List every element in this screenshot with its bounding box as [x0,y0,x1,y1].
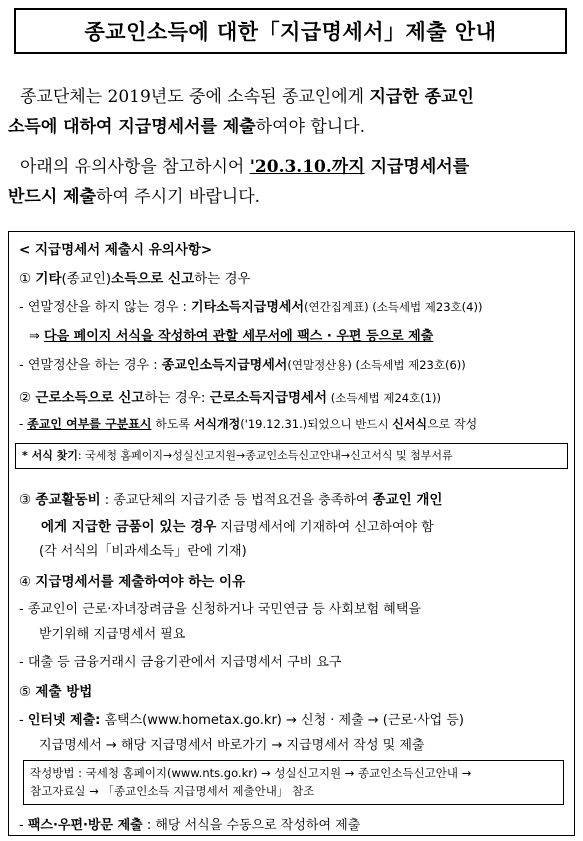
line-text: 지급명세서에 기재하여 신고하여야 함 [216,520,434,535]
line-bold: 에게 지급한 금품이 있는 경우 [41,519,217,535]
section-4-line-2: 받기위해 지급명세서 필요 [39,627,186,642]
line-bold: 팩스·우편·방문 제출 [27,818,143,833]
section-3-line-3: (각 서식의「비과세소득」란에 기재) [39,544,247,559]
circle-number-5: ⑤ [19,684,36,700]
section-2-heading [19,386,441,406]
intro-emphasis: 반드시 제출 [8,187,97,207]
line-text: ('19.12.31.)되었으니 반드시 [240,417,393,431]
section-5-line-1 [19,709,464,728]
heading-text: 기타 [35,271,62,287]
intro-emphasis: 소득에 대하여 지급명세서를 제출 [8,117,256,137]
line-bold: 종교인 여부를 구분표시 [27,417,152,431]
intro-paragraph-1 [8,82,578,142]
section-5-line-2: 지급명세서 → 해당 지급명세서 바로가기 → 지급명세서 작성 및 제출 [39,738,425,753]
note-text: : 국세청 홈페이지→성실신고지원→종교인소득신고안내→신고서식 및 첨부서류 [77,449,453,462]
line-text: (연말정산용) (소득세법 제23호(6)) [287,358,466,372]
heading-text: 소득으로 신고 [111,271,195,287]
line-text: : 종교단체의 지급기준 등 법적요건을 충족하여 [100,493,373,508]
intro-text: 하여야 합니다. [255,117,366,137]
page-title: 종교인소득에 대한「지급명세서」제출 안내 [14,8,567,54]
circle-number-4: ④ [19,574,36,590]
heading-text: 지급명세서를 제출하여야 하는 이유 [35,574,246,590]
heading-text: 하는 경우: [144,390,210,406]
line-bold: 서식개정 [193,417,241,431]
line-bold: 종교인 개인 [372,492,443,508]
section-1-line-1 [19,296,482,315]
line-bold: 인터넷 제출: [27,713,101,728]
line-text: - [19,713,28,728]
section-1-line-2 [29,325,433,344]
circle-number-3: ③ [19,492,36,508]
heading-text: 근로소득지급명세서 [209,390,328,406]
note-text: 작성방법 : 국세청 홈페이지(www.nts.go.kr) → 성실신고지원 → 종교인소득신고안내 → [30,766,472,780]
section-1-heading [19,267,251,287]
deadline-date: '20.3.10.까지 [249,157,365,177]
line-text: - 연말정산을 하는 경우 : [19,358,162,373]
line-text: 으로 작성 [427,417,478,431]
section-4-line-1: - 종교인이 근로·자녀장려금을 신청하거나 국민연금 등 사회보험 혜택을 [19,602,421,617]
heading-text: 근로소득으로 신고 [35,390,145,406]
section-3-line-1 [19,488,442,508]
section-4-line-3: - 대출 등 금융거래시 금융기관에서 지급명세서 구비 요구 [19,655,342,670]
line-text: : 해당 서식을 수동으로 작성하여 제출 [142,818,361,833]
intro-emphasis: 지급명세서를 [364,157,470,177]
form-location-note [15,443,568,469]
line-bold: 기타소득지급명세서 [191,300,305,315]
heading-text: (종교인) [61,271,112,287]
intro-text: 아래의 유의사항을 참고하시어 [20,157,250,177]
line-text: - [19,417,28,431]
section-2-line-1 [19,415,477,432]
arrow-icon: ⇒ [29,329,45,344]
intro-paragraph-2 [8,152,578,212]
section-3-line-2 [41,515,434,535]
line-bold: 신서식 [392,417,428,431]
how-to-note [23,760,564,805]
intro-text: 하여 주시기 바랍니다. [96,187,261,207]
intro-text: 종교단체는 2019년도 중에 소속된 종교인에게 [20,87,370,107]
notes-box [8,231,575,836]
line-bold: 다음 페이지 서식을 작성하여 관할 세무서에 팩스 · 우편 등으로 제출 [44,329,434,344]
line-text: 하도록 [151,417,194,431]
line-text: (연간집계표) (소득세법 제23호(4)) [304,300,483,314]
section-5-line-3 [19,814,360,833]
heading-text: 제출 방법 [35,684,93,700]
line-text: - 연말정산을 하지 않는 경우 : [19,300,192,315]
circle-number-1: ① [19,271,36,287]
heading-text: 하는 경우 [194,271,251,287]
notes-header: < 지급명세서 제출시 유의사항> [19,242,213,258]
heading-text: 종교활동비 [35,492,101,508]
heading-text: (소득세법 제24호(1)) [327,391,441,405]
intro-emphasis: 지급한 종교인 [369,87,474,107]
line-text: - [19,818,28,833]
line-text: 홈택스(www.hometax.go.kr) → 신청 · 제출 → (근로·사업 등) [100,713,464,728]
section-5-heading [19,680,92,700]
section-4-heading [19,570,245,590]
line-bold: 종교인소득지급명세서 [161,358,288,373]
note-text: 참고자료실 → 「종교인소득 지급명세서 제출안내」 참조 [30,784,315,798]
note-label: * 서식 찾기 [22,449,78,462]
section-1-line-3 [19,354,466,373]
circle-number-2: ② [19,390,36,406]
